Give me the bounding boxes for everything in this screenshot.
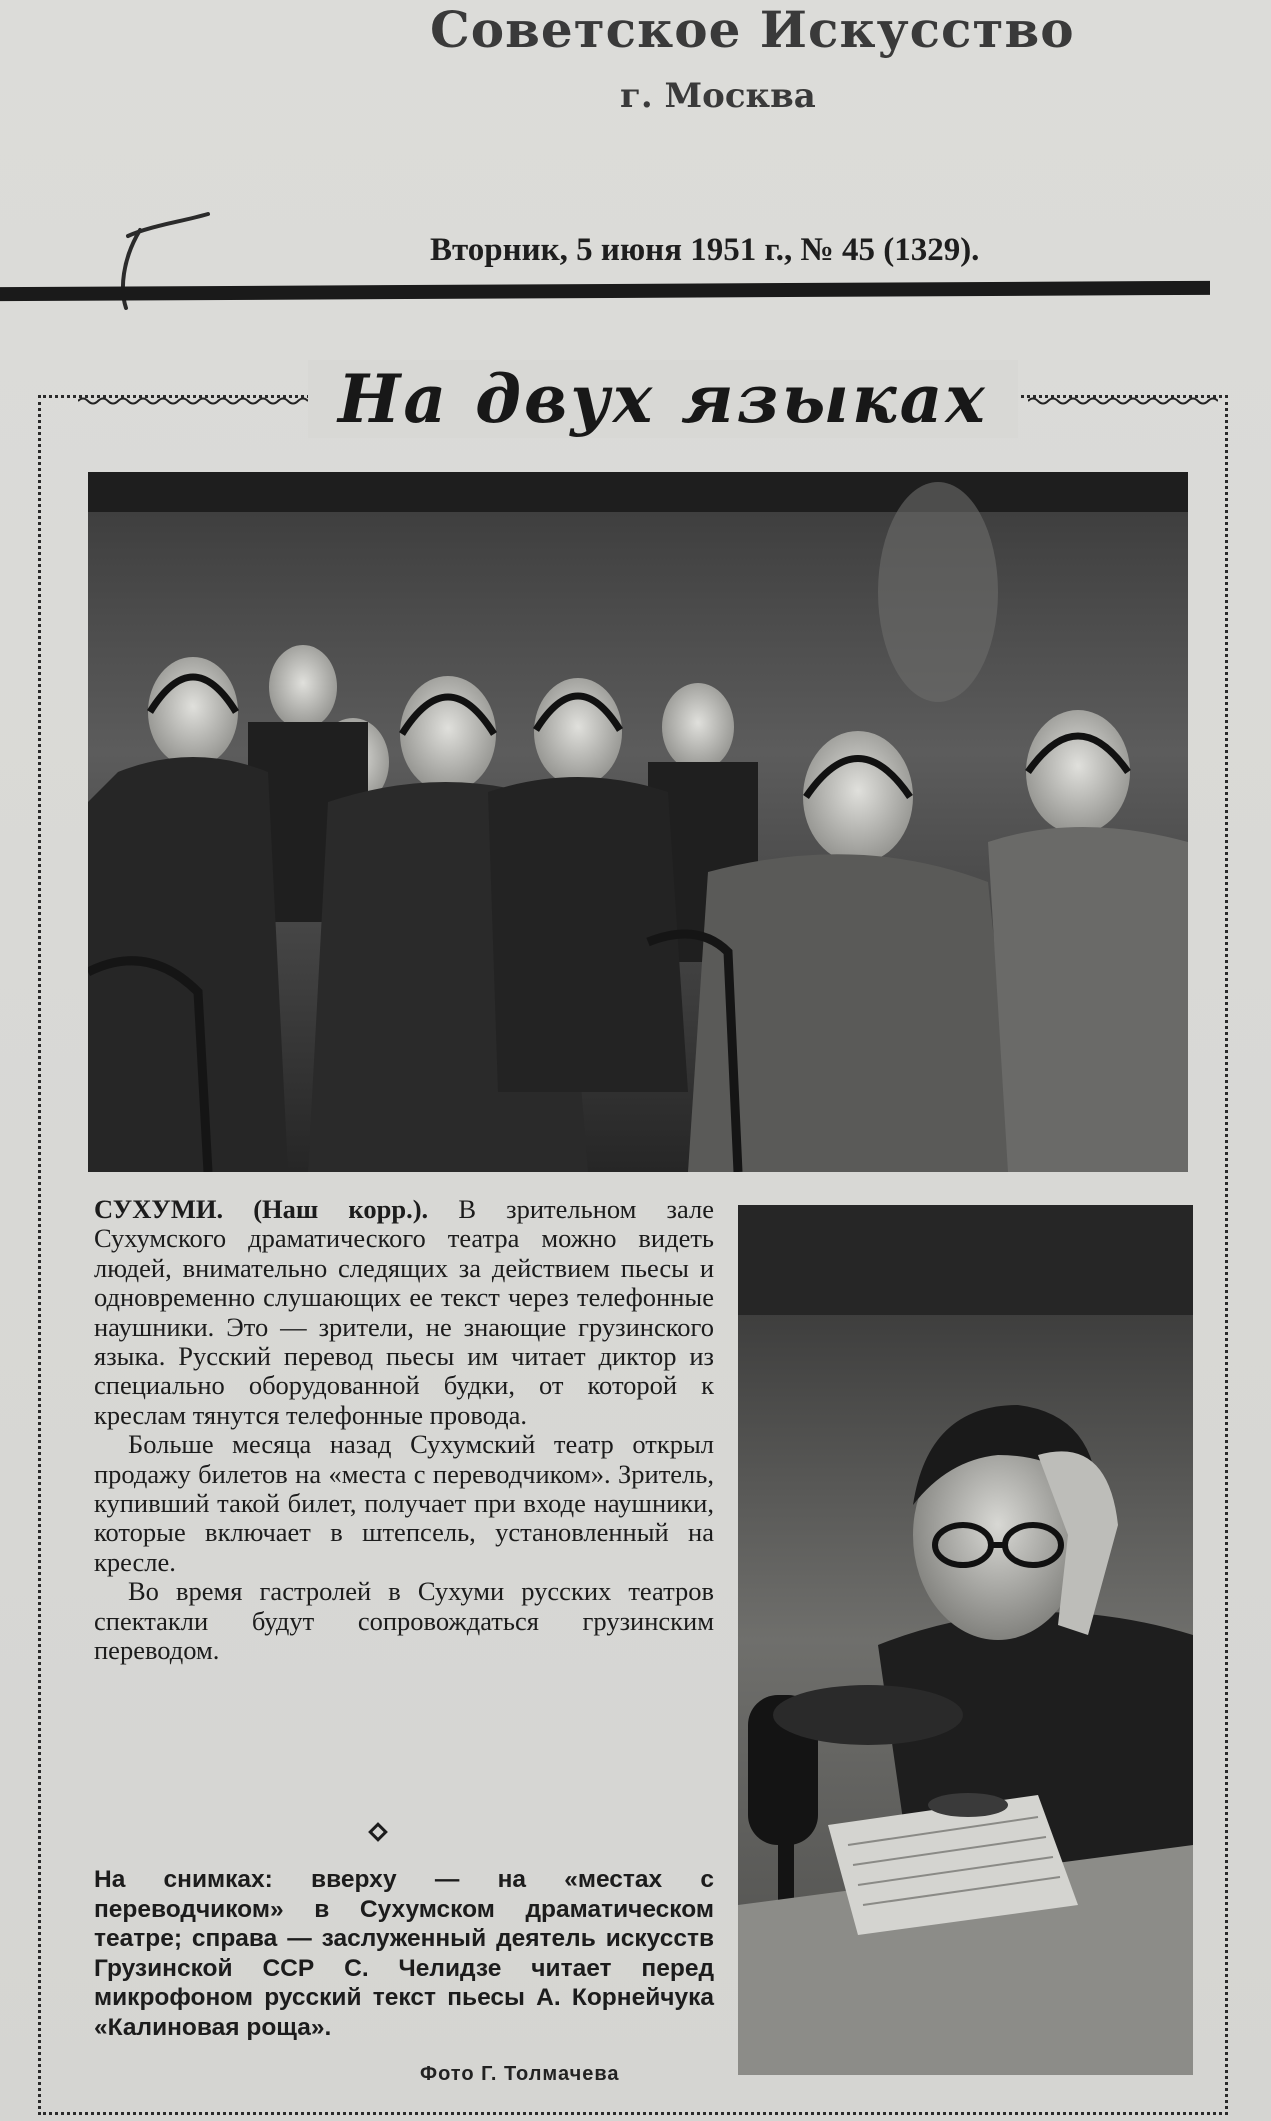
wave-ornament-left (78, 396, 308, 406)
wave-ornament-right (1028, 396, 1218, 406)
audience-photo (88, 472, 1188, 1172)
article-paragraph (94, 1195, 714, 1430)
headline-block (38, 360, 1228, 440)
article-headline: На двух языках (308, 360, 1018, 438)
article-lead: СУХУМИ. (Наш корр.). (94, 1194, 429, 1224)
masthead-stamp-city: г. Москва (620, 76, 816, 116)
masthead-stamp-title: Советское Искусство (430, 0, 1075, 59)
photo-caption: На снимках: вверху — на «местах с переводчиком» в Сухумском драматическом театре; справа — заслуженный деятель искусств Грузинской ССР С. Челидзе читает перед микрофоном русский текст пьесы А. Корнейчука «Калиновая роща». (94, 1866, 714, 2041)
article-paragraph-3: Во время гастролей в Сухуми русских театров спектакли будут сопровождаться грузинским переводом. (94, 1576, 714, 1666)
article-paragraph-1: В зрительном зале Сухумского драматического театра можно видеть людей, внимательно следящих за действием пьесы и одновременно слушающих ее текст через телефонные наушники. Это — зрители, не знающие грузинского языка. Русский перевод пьесы им читает диктор из специально оборудованной будки, от которой к креслам тянутся телефонные провода. (94, 1194, 715, 1430)
announcer-photo (738, 1205, 1193, 2075)
article-paragraph-2: Больше месяца назад Сухумский театр открыл продажу билетов на «места с переводчиком». Зритель, купивший такой билет, получает при входе наушники, которые включает в штепсель, установленный на кресле. (94, 1429, 714, 1577)
photo-credit: Фото Г. Толмачева (420, 2063, 620, 2085)
issue-dateline: Вторник, 5 июня 1951 г., № 45 (1329). (430, 232, 980, 268)
article-body (94, 1195, 714, 1666)
